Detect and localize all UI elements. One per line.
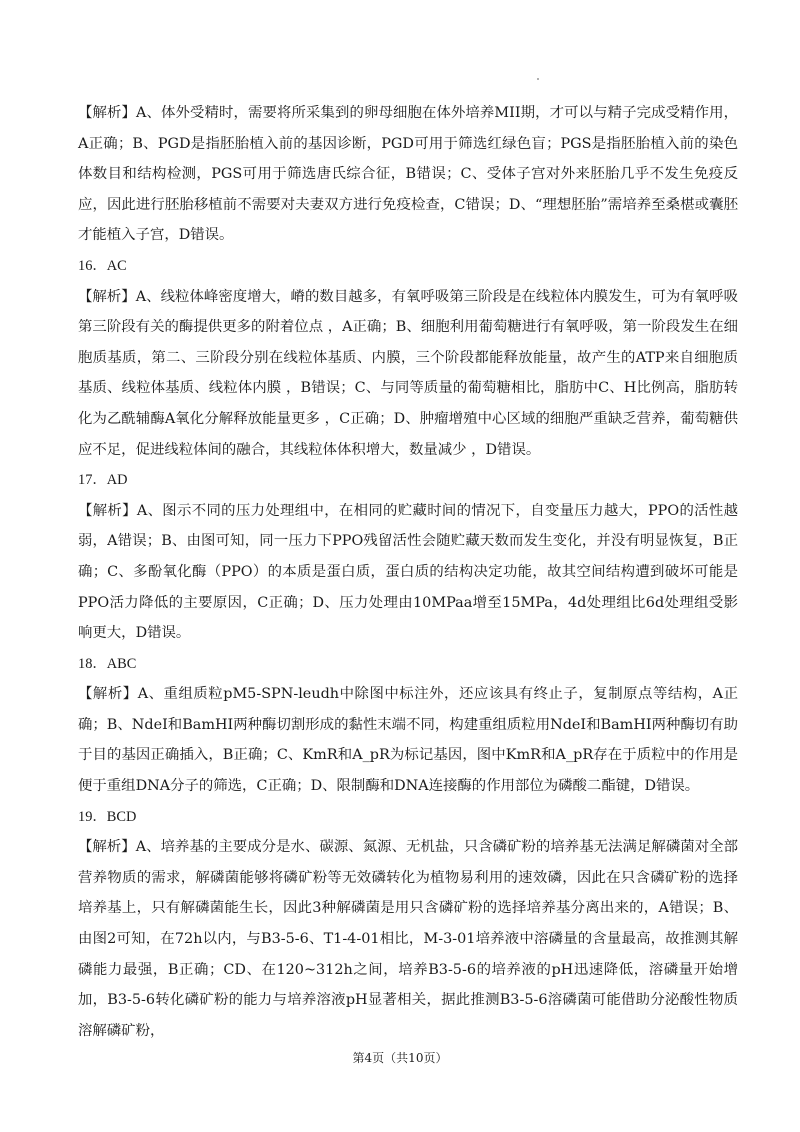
analysis-q15: 【解析】A、体外受精时，需要将所采集到的卵母细胞在体外培养MII期，才可以与精子完成受精作用，A正确；B、PGD是指胚胎植入前的基因诊断，PGD可用于筛选红绿色盲；PGS是指胚胎植入前的染色体数目和结构检测，PGS可用于筛选唐氏综合征，B错误；C、受体子宫对外来胚胎几乎不发生免疫反应，因此进行胚胎移植前不需要对夫妻双方进行免疫检查，C错误；D、“理想胚胎”需培养至桑椹或囊胚才能植入子宫，D错误。 xyxy=(78,105,738,244)
document-body xyxy=(78,98,738,1046)
analysis-q19: 【解析】A、培养基的主要成分是水、碳源、氮源、无机盐，只含磷矿粉的培养基无法满足解磷菌对全部营养物质的需求，解磷菌能够将磷矿粉等无效磷转化为植物易利用的速效磷，因此在只含磷矿粉的选择培养基上，只有解磷菌能生长，因此3种解磷菌是用只含磷矿粉的选择培养基分离出来的，A错误；B、由图2可知，在72h以内，与B3-5-6、T1-4-01相比，M-3-01培养液中溶磷量的含量最高，故推测其解磷能力最强，B正确；CD、在120~312h之间，培养B3-5-6的培养液的pH迅速降低，溶磷量开始增加，B3-5-6转化磷矿粉的能力与培养溶液pH显著相关，据此推测B3-5-6溶磷菌可能借助分泌酸性物质溶解磷矿粉， xyxy=(78,839,738,1039)
answer-q18: 18．ABC xyxy=(78,655,137,672)
answer-q19: 19．BCD xyxy=(78,808,137,825)
scan-speck xyxy=(537,78,539,80)
answer-q17: 17．AD xyxy=(78,472,128,489)
answer-q16: 16．AC xyxy=(78,257,127,274)
analysis-q18: 【解析】A、重组质粒pM5-SPN-leudh中除图中标注外，还应该具有终止子，复制原点等结构，A正确；B、NdeI和BamHI两种酶切割形成的黏性末端不同，构建重组质粒用NdeI和BamHI两种酶切有助于目的基因正确插入，B正确；C、KmR和A_pR为标记基因，图中KmR和A_pR存在于质粒中的作用是便于重组DNA分子的筛选，C正确；D、限制酶和DNA连接酶的作用部位为磷酸二酯键，D错误。 xyxy=(78,686,738,795)
page-footer: 第4页（共10页） xyxy=(352,1051,448,1065)
analysis-q17: 【解析】A、图示不同的压力处理组中，在相同的贮藏时间的情况下，自变量压力越大，PPO的活性越弱，A错误；B、由图可知，同一压力下PPO残留活性会随贮藏天数而发生变化，并没有明显恢复，B正确；C、多酚氧化酶（PPO）的本质是蛋白质，蛋白质的结构决定功能，故其空间结构遭到破坏可能是PPO活力降低的主要原因，C正确；D、压力处理由10MPaa增至15MPa，4d处理组比6d处理组受影响更大，D错误。 xyxy=(78,502,738,642)
analysis-q16: 【解析】A、线粒体峰密度增大，嵴的数目越多，有氧呼吸第三阶段是在线粒体内膜发生，可为有氧呼吸第三阶段有关的酶提供更多的附着位点 ，A正确；B、细胞利用葡萄糖进行有氧呼吸，第一阶段发生在细胞质基质，第二、三阶段分别在线粒体基质、内膜，三个阶段都能释放能量，故产生的ATP来自细胞质基质、线粒体基质、线粒体内膜 ，B错误；C、与同等质量的葡萄糖相比，脂肪中C、H比例高，脂肪转化为乙酰辅酶A氧化分解释放能量更多 ，C正确；D、肿瘤增殖中心区域的细胞严重缺乏营养，葡萄糖供应不足，促进线粒体间的融合，其线粒体体积增大，数量减少 ，D错误。 xyxy=(78,288,738,458)
